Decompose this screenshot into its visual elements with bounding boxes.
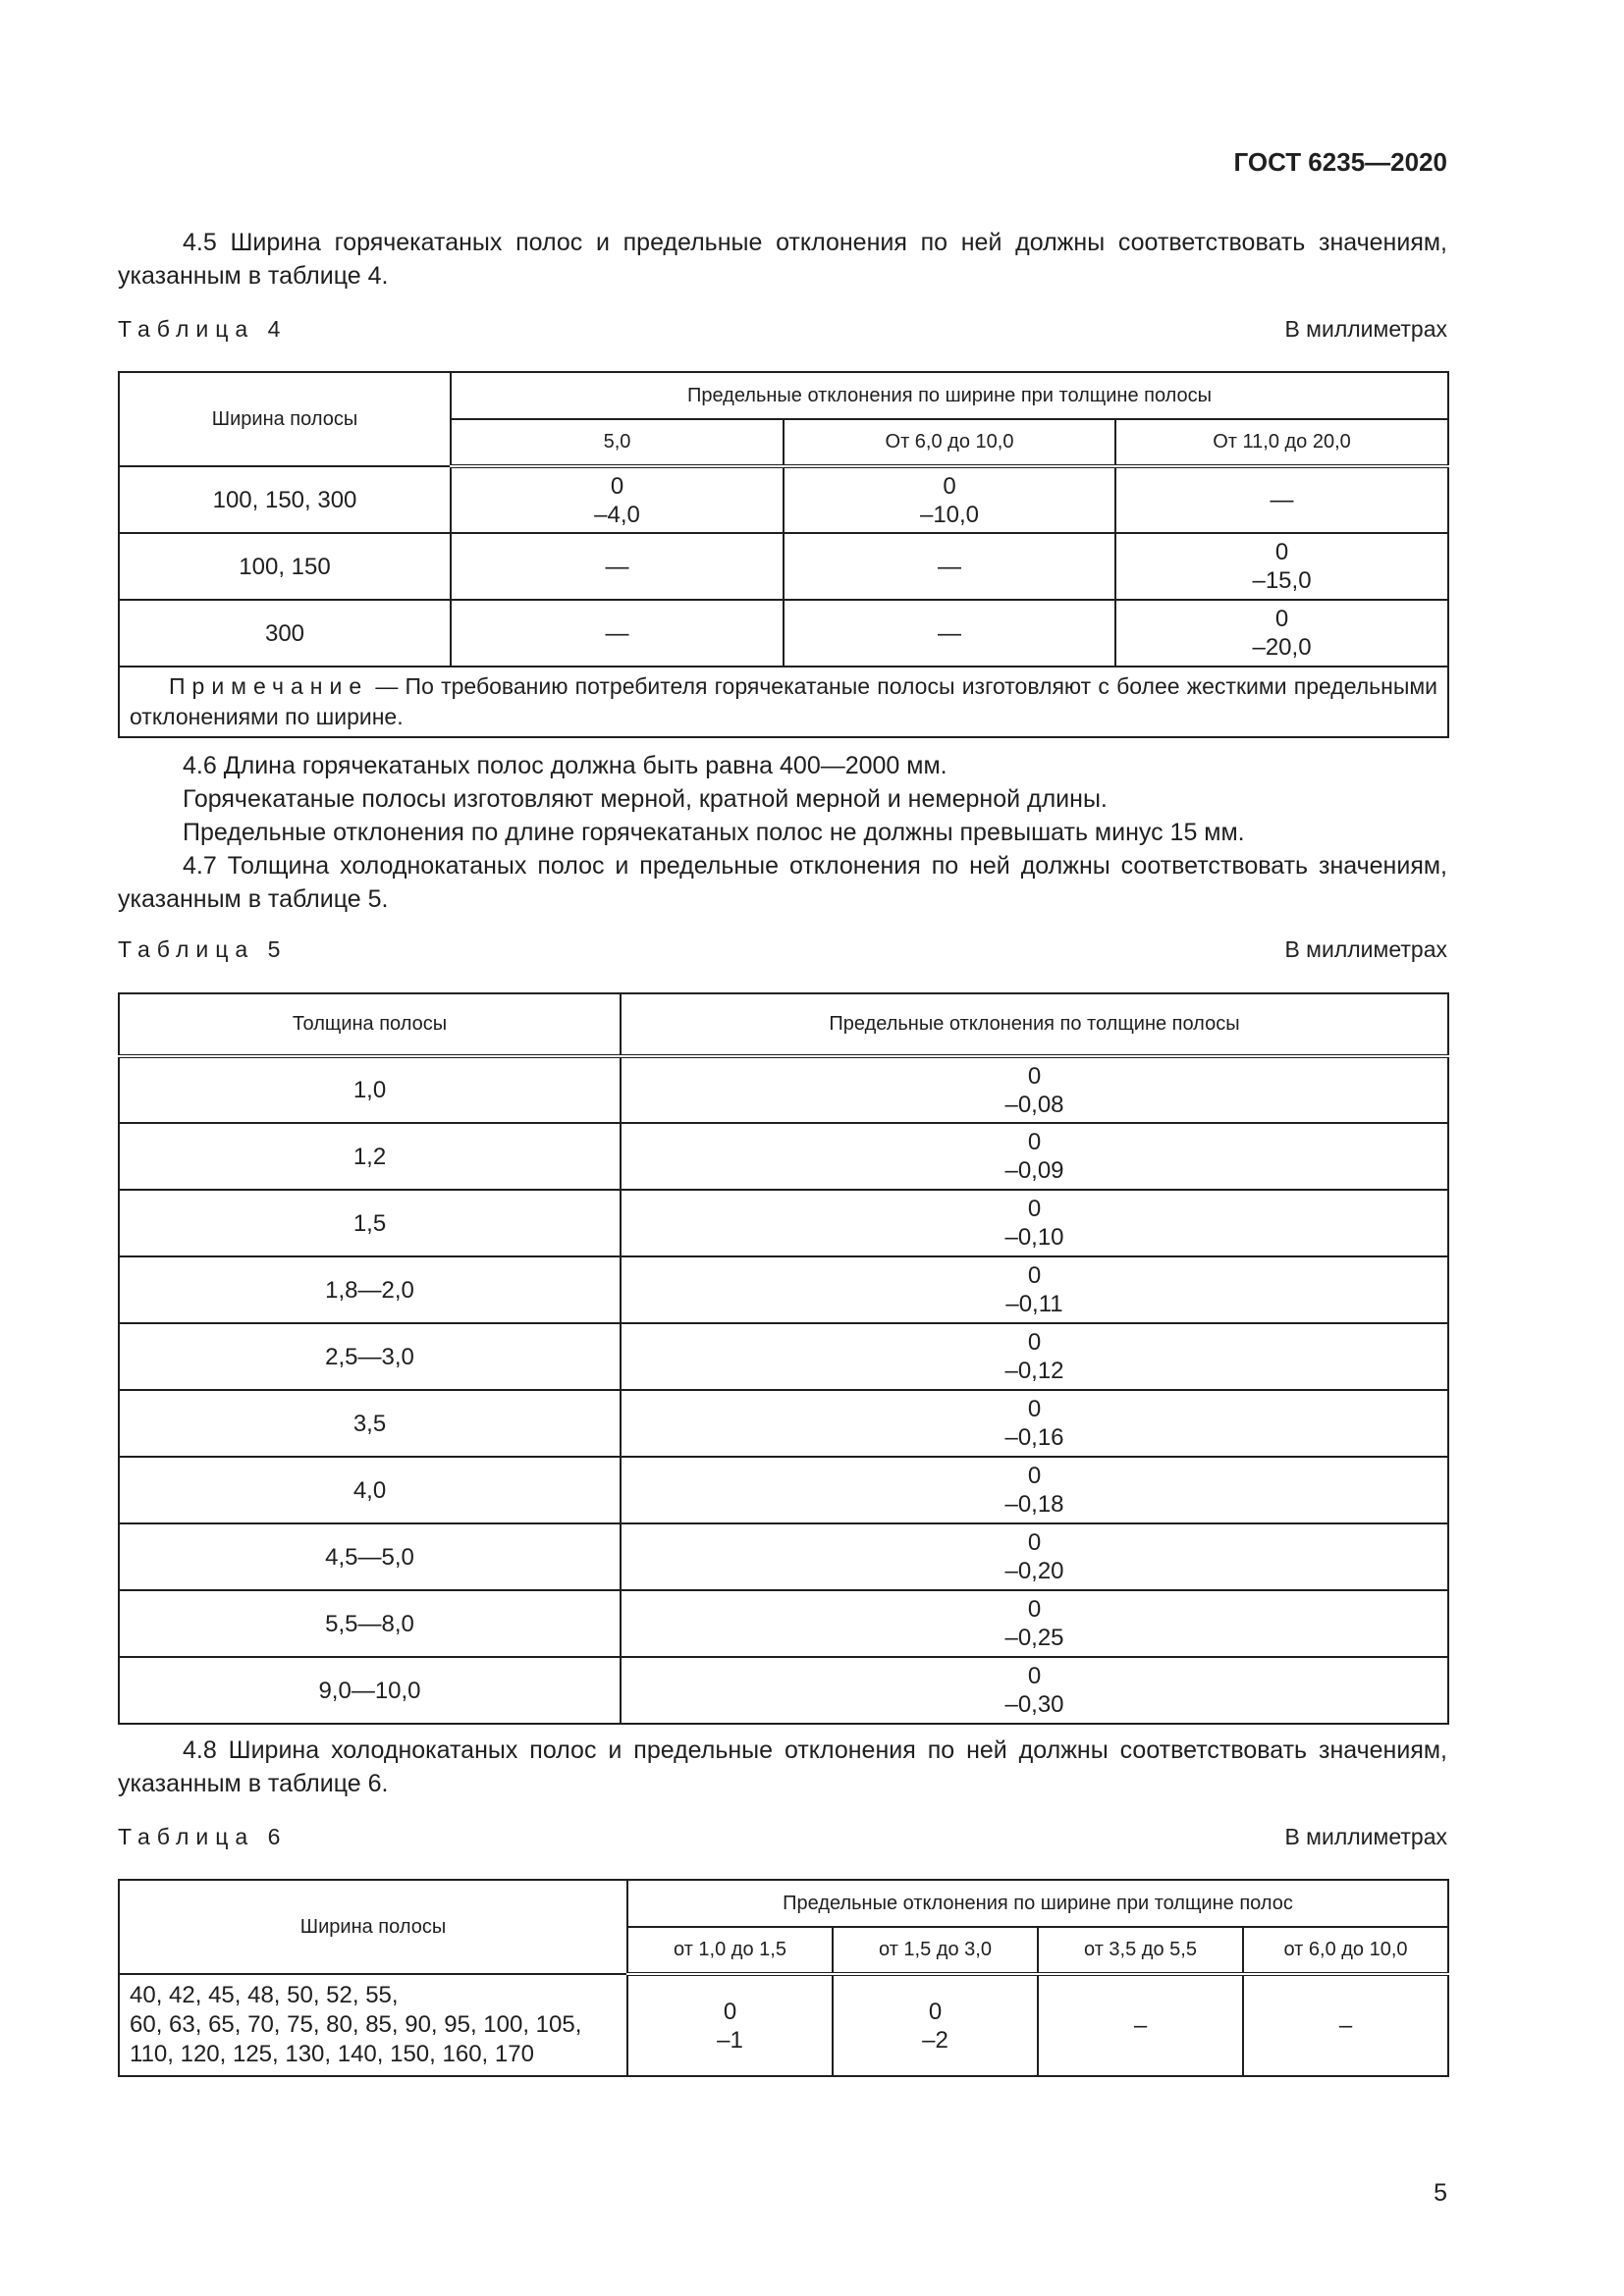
table-cell: – (1038, 1974, 1243, 2076)
table-cell: 0 –20,0 (1115, 600, 1448, 667)
table4-header-group: Предельные отклонения по ширине при толщине полосы (451, 372, 1448, 419)
paragraph-4-7: 4.7 Толщина холоднокатаных полос и предельные отклонения по ней должны соответствовать значениям, указанным в таблице 5. (118, 852, 1447, 913)
table-row (119, 533, 1448, 600)
table-cell: 0 –0,12 (621, 1323, 1448, 1390)
document-page (118, 0, 1447, 2296)
table-cell: 0 –10,0 (784, 466, 1115, 533)
table-row (119, 1123, 1448, 1190)
table-cell: 40, 42, 45, 48, 50, 52, 55, 60, 63, 65, 70, 75, 80, 85, 90, 95, 100, 105, 110, 120, 125, 130, 140, 150, 160, 170 (119, 1974, 627, 2076)
table-row (119, 1056, 1448, 1123)
table4-caption-row (118, 316, 1447, 347)
table4-subheader: От 11,0 до 20,0 (1115, 419, 1448, 466)
table4-subheader: 5,0 (451, 419, 784, 466)
table-row (119, 1390, 1448, 1457)
table-cell: 0 –0,08 (621, 1056, 1448, 1123)
table-cell: 0 –0,18 (621, 1457, 1448, 1523)
table5-header-thickness: Толщина полосы (119, 993, 621, 1056)
paragraph-4-8: 4.8 Ширина холоднокатаных полос и предельные отклонения по ней должны соответствовать значениям, указанным в таблице 6. (118, 1736, 1447, 1797)
table-row (119, 466, 1448, 533)
table6-header-group: Предельные отклонения по ширине при толщине полос (627, 1880, 1448, 1927)
table-cell: 4,0 (119, 1457, 621, 1523)
table6-subheader: от 6,0 до 10,0 (1243, 1927, 1448, 1974)
table6-caption: Таблица 6 (118, 1824, 288, 1849)
table-cell: 100, 150 (119, 533, 451, 600)
table-cell: — (451, 600, 784, 667)
table-cell: — (784, 533, 1115, 600)
table4-subheader: От 6,0 до 10,0 (784, 419, 1115, 466)
table6-subheader: от 1,0 до 1,5 (627, 1927, 833, 1974)
table4-note-row (119, 667, 1448, 737)
table-cell: 0 –2 (833, 1974, 1038, 2076)
paragraph-4-5: 4.5 Ширина горячекатаных полос и предельные отклонения по ней должны соответствовать значениям, указанным в таблице 4. (118, 229, 1447, 290)
table-cell: 4,5—5,0 (119, 1523, 621, 1590)
table4-unit: В миллиметрах (1284, 316, 1447, 342)
table-cell: — (784, 600, 1115, 667)
table-row (119, 1974, 1448, 2076)
table-cell: 0 –0,11 (621, 1256, 1448, 1323)
table-cell: 100, 150, 300 (119, 466, 451, 533)
table-cell: — (451, 533, 784, 600)
table4-header-width: Ширина полосы (119, 372, 451, 466)
table-row (119, 600, 1448, 667)
paragraph-4-6: 4.6 Длина горячекатаных полос должна быть равна 400—2000 мм. (183, 752, 947, 779)
table-cell: 2,5—3,0 (119, 1323, 621, 1390)
document-id: ГОСТ 6235—2020 (1233, 147, 1447, 177)
table-row (119, 1657, 1448, 1724)
table-cell: 1,0 (119, 1056, 621, 1123)
table-4 (118, 371, 1449, 738)
table-5 (118, 992, 1449, 1725)
table-cell: 0 –0,16 (621, 1390, 1448, 1457)
table6-caption-row (118, 1824, 1447, 1855)
table4-note: Примечание — По требованию потребителя горячекатаные полосы изготовляют с более жесткими предельными отклонениями по ширине. (119, 667, 1448, 737)
table5-caption-row (118, 936, 1447, 968)
table6-unit: В миллиметрах (1284, 1824, 1447, 1849)
table-cell: 0 –0,20 (621, 1523, 1448, 1590)
paragraph-4-6-b: Горячекатаные полосы изготовляют мерной, кратной мерной и немерной длины. (183, 785, 1108, 813)
table-cell: 9,0—10,0 (119, 1657, 621, 1724)
paragraph-4-6-c: Предельные отклонения по длине горячекатаных полос не должны превышать минус 15 мм. (183, 819, 1245, 846)
table-cell: 3,5 (119, 1390, 621, 1457)
table5-unit: В миллиметрах (1284, 936, 1447, 962)
table-row (119, 1457, 1448, 1523)
page-number: 5 (1434, 2179, 1447, 2207)
table-cell: 5,5—8,0 (119, 1590, 621, 1657)
table-cell: 0 –0,25 (621, 1590, 1448, 1657)
table-cell: 0 –1 (627, 1974, 833, 2076)
table5-header-deviation: Предельные отклонения по толщине полосы (621, 993, 1448, 1056)
table-row (119, 1523, 1448, 1590)
table-6 (118, 1879, 1449, 2077)
table6-header-width: Ширина полосы (119, 1880, 627, 1974)
table4-caption: Таблица 4 (118, 316, 288, 342)
table-cell: 300 (119, 600, 451, 667)
table-cell: 0 –0,10 (621, 1190, 1448, 1256)
table-cell: 1,2 (119, 1123, 621, 1190)
table-cell: — (1115, 466, 1448, 533)
table-cell: 1,5 (119, 1190, 621, 1256)
table-row (119, 1590, 1448, 1657)
table-cell: 0 –15,0 (1115, 533, 1448, 600)
table6-subheader: от 1,5 до 3,0 (833, 1927, 1038, 1974)
table-row (119, 1323, 1448, 1390)
table5-caption: Таблица 5 (118, 936, 288, 962)
table-cell: 0 –4,0 (451, 466, 784, 533)
table-cell: – (1243, 1974, 1448, 2076)
table-row (119, 1190, 1448, 1256)
table-row (119, 1256, 1448, 1323)
table-cell: 1,8—2,0 (119, 1256, 621, 1323)
table-cell: 0 –0,09 (621, 1123, 1448, 1190)
table-cell: 0 –0,30 (621, 1657, 1448, 1724)
table6-subheader: от 3,5 до 5,5 (1038, 1927, 1243, 1974)
